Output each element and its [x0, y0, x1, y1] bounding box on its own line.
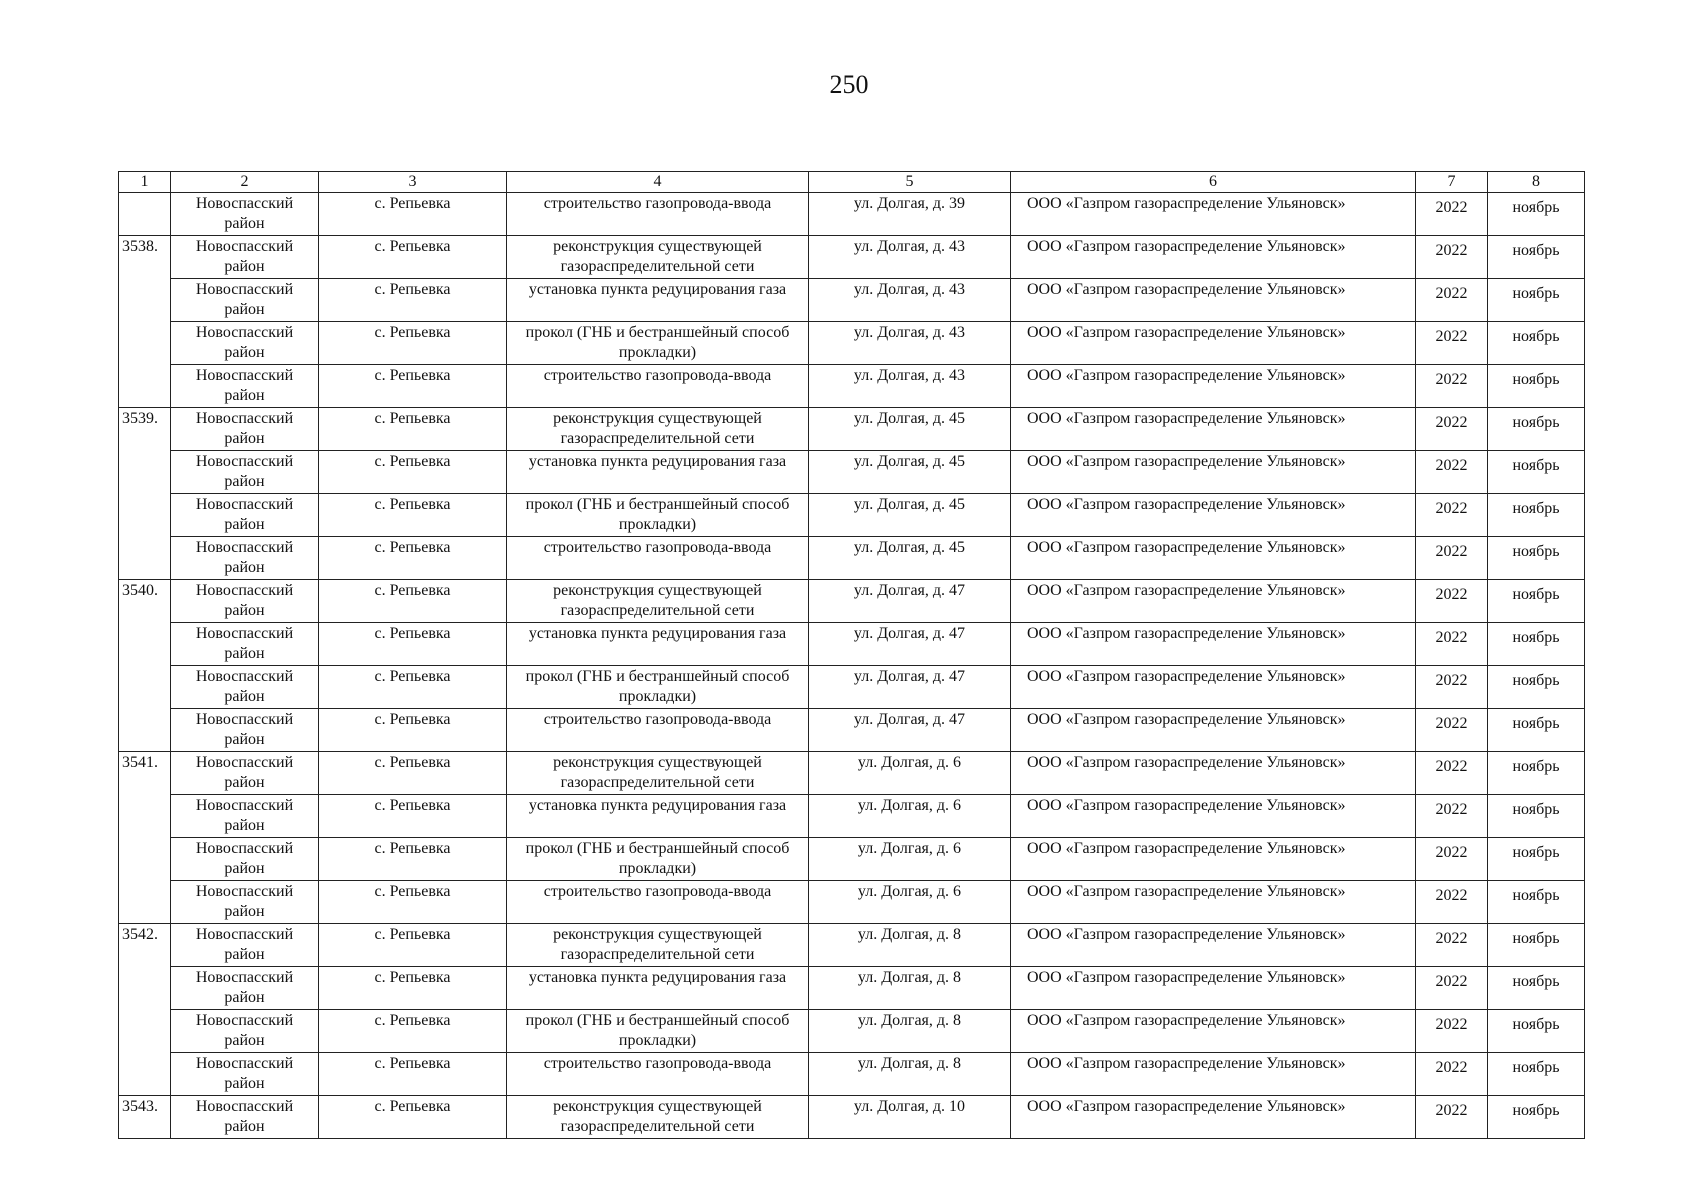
organization-cell: ООО «Газпром газораспределение Ульяновск» [1011, 967, 1416, 1010]
address-cell: ул. Долгая, д. 43 [809, 365, 1011, 408]
settlement-cell: с. Репьевка [319, 881, 507, 924]
work-type-cell: строительство газопровода-ввода [507, 1053, 809, 1096]
organization-cell: ООО «Газпром газораспределение Ульяновск» [1011, 365, 1416, 408]
organization-cell: ООО «Газпром газораспределение Ульяновск» [1011, 924, 1416, 967]
address-cell: ул. Долгая, д. 6 [809, 795, 1011, 838]
month-cell: ноябрь [1488, 838, 1585, 881]
month-cell: ноябрь [1488, 752, 1585, 795]
organization-cell: ООО «Газпром газораспределение Ульяновск» [1011, 623, 1416, 666]
month-cell: ноябрь [1488, 580, 1585, 623]
address-cell: ул. Долгая, д. 10 [809, 1096, 1011, 1139]
work-type-cell: строительство газопровода-ввода [507, 537, 809, 580]
settlement-cell: с. Репьевка [319, 666, 507, 709]
settlement-cell: с. Репьевка [319, 494, 507, 537]
work-type-cell: прокол (ГНБ и бестраншейный способ прокладки) [507, 322, 809, 365]
year-cell: 2022 [1416, 924, 1488, 967]
table-row [119, 1096, 1585, 1139]
year-cell: 2022 [1416, 365, 1488, 408]
district-cell: Новоспасский район [171, 408, 319, 451]
organization-cell: ООО «Газпром газораспределение Ульяновск» [1011, 580, 1416, 623]
table-row [119, 666, 1585, 709]
district-cell: Новоспасский район [171, 537, 319, 580]
work-type-cell: реконструкция существующей газораспределительной сети [507, 408, 809, 451]
district-cell: Новоспасский район [171, 967, 319, 1010]
month-cell: ноябрь [1488, 881, 1585, 924]
table-row [119, 709, 1585, 752]
address-cell: ул. Долгая, д. 47 [809, 666, 1011, 709]
month-cell: ноябрь [1488, 494, 1585, 537]
work-type-cell: реконструкция существующей газораспределительной сети [507, 236, 809, 279]
year-cell: 2022 [1416, 451, 1488, 494]
organization-cell: ООО «Газпром газораспределение Ульяновск» [1011, 1053, 1416, 1096]
district-cell: Новоспасский район [171, 623, 319, 666]
month-cell: ноябрь [1488, 451, 1585, 494]
district-cell: Новоспасский район [171, 795, 319, 838]
work-type-cell: строительство газопровода-ввода [507, 193, 809, 236]
year-cell: 2022 [1416, 623, 1488, 666]
settlement-cell: с. Репьевка [319, 795, 507, 838]
settlement-cell: с. Репьевка [319, 408, 507, 451]
month-cell: ноябрь [1488, 193, 1585, 236]
settlement-cell: с. Репьевка [319, 537, 507, 580]
settlement-cell: с. Репьевка [319, 924, 507, 967]
district-cell: Новоспасский район [171, 193, 319, 236]
table-row [119, 236, 1585, 279]
address-cell: ул. Долгая, д. 8 [809, 1010, 1011, 1053]
month-cell: ноябрь [1488, 1053, 1585, 1096]
work-type-cell: реконструкция существующей газораспределительной сети [507, 752, 809, 795]
organization-cell: ООО «Газпром газораспределение Ульяновск» [1011, 537, 1416, 580]
district-cell: Новоспасский район [171, 236, 319, 279]
table-body [119, 193, 1585, 1139]
item-number-cell: 3538. [119, 236, 171, 408]
address-cell: ул. Долгая, д. 8 [809, 967, 1011, 1010]
district-cell: Новоспасский район [171, 881, 319, 924]
item-number-cell: 3542. [119, 924, 171, 1096]
year-cell: 2022 [1416, 408, 1488, 451]
settlement-cell: с. Репьевка [319, 322, 507, 365]
address-cell: ул. Долгая, д. 47 [809, 580, 1011, 623]
month-cell: ноябрь [1488, 623, 1585, 666]
settlement-cell: с. Репьевка [319, 236, 507, 279]
column-number: 8 [1488, 172, 1585, 193]
table-row [119, 193, 1585, 236]
organization-cell: ООО «Газпром газораспределение Ульяновск» [1011, 451, 1416, 494]
year-cell: 2022 [1416, 967, 1488, 1010]
district-cell: Новоспасский район [171, 451, 319, 494]
month-cell: ноябрь [1488, 537, 1585, 580]
settlement-cell: с. Репьевка [319, 279, 507, 322]
district-cell: Новоспасский район [171, 924, 319, 967]
address-cell: ул. Долгая, д. 8 [809, 924, 1011, 967]
month-cell: ноябрь [1488, 365, 1585, 408]
district-cell: Новоспасский район [171, 1096, 319, 1139]
settlement-cell: с. Репьевка [319, 1096, 507, 1139]
table-row [119, 795, 1585, 838]
month-cell: ноябрь [1488, 924, 1585, 967]
settlement-cell: с. Репьевка [319, 752, 507, 795]
organization-cell: ООО «Газпром газораспределение Ульяновск» [1011, 752, 1416, 795]
address-cell: ул. Долгая, д. 45 [809, 451, 1011, 494]
organization-cell: ООО «Газпром газораспределение Ульяновск» [1011, 1010, 1416, 1053]
settlement-cell: с. Репьевка [319, 451, 507, 494]
work-type-cell: строительство газопровода-ввода [507, 709, 809, 752]
month-cell: ноябрь [1488, 1010, 1585, 1053]
settlement-cell: с. Репьевка [319, 580, 507, 623]
work-type-cell: реконструкция существующей газораспределительной сети [507, 924, 809, 967]
month-cell: ноябрь [1488, 236, 1585, 279]
table-row [119, 924, 1585, 967]
item-number-cell: 3540. [119, 580, 171, 752]
organization-cell: ООО «Газпром газораспределение Ульяновск» [1011, 322, 1416, 365]
organization-cell: ООО «Газпром газораспределение Ульяновск» [1011, 408, 1416, 451]
table-row [119, 881, 1585, 924]
table-row [119, 451, 1585, 494]
table-row [119, 838, 1585, 881]
district-cell: Новоспасский район [171, 709, 319, 752]
district-cell: Новоспасский район [171, 752, 319, 795]
year-cell: 2022 [1416, 752, 1488, 795]
month-cell: ноябрь [1488, 408, 1585, 451]
work-type-cell: установка пункта редуцирования газа [507, 967, 809, 1010]
table-row [119, 408, 1585, 451]
year-cell: 2022 [1416, 236, 1488, 279]
address-cell: ул. Долгая, д. 6 [809, 838, 1011, 881]
settlement-cell: с. Репьевка [319, 193, 507, 236]
organization-cell: ООО «Газпром газораспределение Ульяновск» [1011, 795, 1416, 838]
column-number: 3 [319, 172, 507, 193]
organization-cell: ООО «Газпром газораспределение Ульяновск» [1011, 279, 1416, 322]
address-cell: ул. Долгая, д. 45 [809, 494, 1011, 537]
work-type-cell: прокол (ГНБ и бестраншейный способ прокладки) [507, 1010, 809, 1053]
table-row [119, 279, 1585, 322]
page-number: 250 [829, 70, 869, 99]
month-cell: ноябрь [1488, 322, 1585, 365]
work-type-cell: прокол (ГНБ и бестраншейный способ прокладки) [507, 838, 809, 881]
table-row [119, 623, 1585, 666]
table-row [119, 752, 1585, 795]
settlement-cell: с. Репьевка [319, 623, 507, 666]
year-cell: 2022 [1416, 494, 1488, 537]
month-cell: ноябрь [1488, 967, 1585, 1010]
organization-cell: ООО «Газпром газораспределение Ульяновск» [1011, 666, 1416, 709]
item-number-cell: 3543. [119, 1096, 171, 1139]
year-cell: 2022 [1416, 580, 1488, 623]
organization-cell: ООО «Газпром газораспределение Ульяновск» [1011, 1096, 1416, 1139]
work-type-cell: реконструкция существующей газораспределительной сети [507, 1096, 809, 1139]
organization-cell: ООО «Газпром газораспределение Ульяновск» [1011, 494, 1416, 537]
column-number: 7 [1416, 172, 1488, 193]
schedule-table [118, 171, 1585, 1139]
address-cell: ул. Долгая, д. 43 [809, 236, 1011, 279]
year-cell: 2022 [1416, 279, 1488, 322]
year-cell: 2022 [1416, 193, 1488, 236]
table-row [119, 580, 1585, 623]
address-cell: ул. Долгая, д. 45 [809, 537, 1011, 580]
work-type-cell: установка пункта редуцирования газа [507, 279, 809, 322]
organization-cell: ООО «Газпром газораспределение Ульяновск» [1011, 193, 1416, 236]
table-row [119, 365, 1585, 408]
address-cell: ул. Долгая, д. 43 [809, 322, 1011, 365]
address-cell: ул. Долгая, д. 8 [809, 1053, 1011, 1096]
month-cell: ноябрь [1488, 279, 1585, 322]
address-cell: ул. Долгая, д. 45 [809, 408, 1011, 451]
district-cell: Новоспасский район [171, 322, 319, 365]
table-row [119, 967, 1585, 1010]
month-cell: ноябрь [1488, 709, 1585, 752]
column-number: 2 [171, 172, 319, 193]
settlement-cell: с. Репьевка [319, 365, 507, 408]
month-cell: ноябрь [1488, 795, 1585, 838]
work-type-cell: установка пункта редуцирования газа [507, 451, 809, 494]
address-cell: ул. Долгая, д. 43 [809, 279, 1011, 322]
year-cell: 2022 [1416, 322, 1488, 365]
work-type-cell: установка пункта редуцирования газа [507, 795, 809, 838]
organization-cell: ООО «Газпром газораспределение Ульяновск» [1011, 838, 1416, 881]
column-number: 5 [809, 172, 1011, 193]
work-type-cell: установка пункта редуцирования газа [507, 623, 809, 666]
settlement-cell: с. Репьевка [319, 1010, 507, 1053]
table-row [119, 494, 1585, 537]
district-cell: Новоспасский район [171, 1053, 319, 1096]
item-number-cell: 3541. [119, 752, 171, 924]
year-cell: 2022 [1416, 709, 1488, 752]
table-row [119, 322, 1585, 365]
settlement-cell: с. Репьевка [319, 1053, 507, 1096]
district-cell: Новоспасский район [171, 494, 319, 537]
table-row [119, 1010, 1585, 1053]
year-cell: 2022 [1416, 666, 1488, 709]
year-cell: 2022 [1416, 1010, 1488, 1053]
work-type-cell: строительство газопровода-ввода [507, 365, 809, 408]
address-cell: ул. Долгая, д. 6 [809, 881, 1011, 924]
district-cell: Новоспасский район [171, 365, 319, 408]
column-number: 1 [119, 172, 171, 193]
month-cell: ноябрь [1488, 1096, 1585, 1139]
work-type-cell: прокол (ГНБ и бестраншейный способ прокладки) [507, 666, 809, 709]
item-number-cell [119, 193, 171, 236]
district-cell: Новоспасский район [171, 666, 319, 709]
district-cell: Новоспасский район [171, 580, 319, 623]
year-cell: 2022 [1416, 537, 1488, 580]
item-number-cell: 3539. [119, 408, 171, 580]
settlement-cell: с. Репьевка [319, 709, 507, 752]
organization-cell: ООО «Газпром газораспределение Ульяновск» [1011, 236, 1416, 279]
table-row [119, 1053, 1585, 1096]
settlement-cell: с. Репьевка [319, 838, 507, 881]
column-number: 4 [507, 172, 809, 193]
work-type-cell: реконструкция существующей газораспределительной сети [507, 580, 809, 623]
settlement-cell: с. Репьевка [319, 967, 507, 1010]
address-cell: ул. Долгая, д. 47 [809, 709, 1011, 752]
district-cell: Новоспасский район [171, 1010, 319, 1053]
work-type-cell: прокол (ГНБ и бестраншейный способ прокладки) [507, 494, 809, 537]
year-cell: 2022 [1416, 881, 1488, 924]
district-cell: Новоспасский район [171, 838, 319, 881]
year-cell: 2022 [1416, 838, 1488, 881]
column-number-row [119, 172, 1585, 193]
address-cell: ул. Долгая, д. 39 [809, 193, 1011, 236]
year-cell: 2022 [1416, 1053, 1488, 1096]
organization-cell: ООО «Газпром газораспределение Ульяновск» [1011, 709, 1416, 752]
address-cell: ул. Долгая, д. 47 [809, 623, 1011, 666]
year-cell: 2022 [1416, 1096, 1488, 1139]
work-type-cell: строительство газопровода-ввода [507, 881, 809, 924]
column-number: 6 [1011, 172, 1416, 193]
month-cell: ноябрь [1488, 666, 1585, 709]
year-cell: 2022 [1416, 795, 1488, 838]
address-cell: ул. Долгая, д. 6 [809, 752, 1011, 795]
table-row [119, 537, 1585, 580]
organization-cell: ООО «Газпром газораспределение Ульяновск» [1011, 881, 1416, 924]
district-cell: Новоспасский район [171, 279, 319, 322]
